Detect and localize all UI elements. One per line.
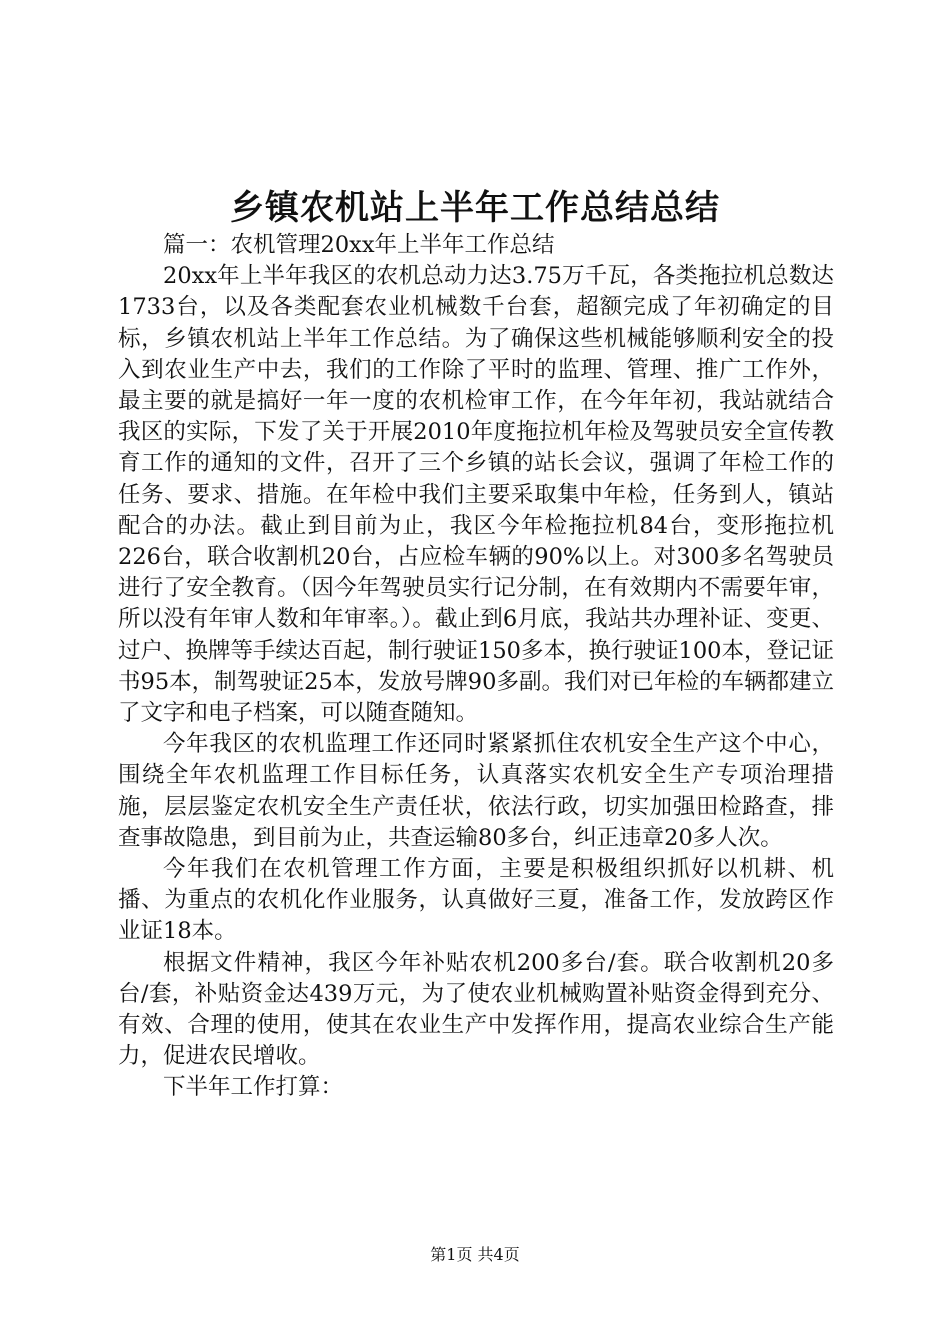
- page-number: 第1页 共4页: [430, 1245, 520, 1264]
- body-paragraph: 根据文件精神，我区今年补贴农机200多台/套。联合收割机20多台/套，补贴资金达439万元，为了使农业机械购置补贴资金得到充分、有效、合理的使用，使其在农业生产中发挥作用，提高农业综合生产能力，促进农民增收。: [118, 949, 834, 1070]
- body-paragraph: 今年我区的农机监理工作还同时紧紧抓住农机安全生产这个中心，围绕全年农机监理工作目标任务，认真落实农机安全生产专项治理措施，层层鉴定农机安全生产责任状，依法行政，切实加强田检路查，排查事故隐患，到目前为止，共查运输80多台，纠正违章20多人次。: [118, 731, 834, 851]
- body-paragraph: 下半年工作打算：: [163, 1074, 344, 1101]
- document-body: [118, 230, 834, 1104]
- document-title: 乡镇农机站上半年工作总结总结: [230, 188, 720, 228]
- body-paragraph: 20xx年上半年我区的农机总动力达3.75万千瓦，各类拖拉机总数达1733台，以及各类配套农业机械数千台套，超额完成了年初确定的目标，乡镇农机站上半年工作总结。为了确保这些机械能够顺利安全的投入到农业生产中去，我们的工作除了平时的监理、管理、推广工作外，最主要的就是搞好一年一度的农机检审工作，在今年年初，我站就结合我区的实际，下发了关于开展2010年度拖拉机年检及驾驶员安全宣传教育工作的通知的文件，召开了三个乡镇的站长会议，强调了年检工作的任务、要求、措施。在年检中我们主要采取集中年检，任务到人，镇站配合的办法。截止到目前为止，我区今年检拖拉机84台，变形拖拉机226台，联合收割机20台，占应检车辆的90%以上。对300多名驾驶员进行了安全教育。（因今年驾驶员实行记分制，在有效期内不需要年审，所以没有年审人数和年审率。）。截止到6月底，我站共办理补证、变更、过户、换牌等手续达百起，制行驶证150多本，换行驶证100本，登记证书95本，制驾驶证25本，发放号牌90多副。我们对已年检的车辆都建立了文字和电子档案，可以随查随知。: [118, 263, 834, 727]
- body-paragraph: 今年我们在农机管理工作方面，主要是积极组织抓好以机耕、机播、为重点的农机化作业服务，认真做好三夏，准备工作，发放跨区作业证18本。: [118, 856, 834, 945]
- section-heading: 篇一：农机管理20xx年上半年工作总结: [163, 232, 555, 258]
